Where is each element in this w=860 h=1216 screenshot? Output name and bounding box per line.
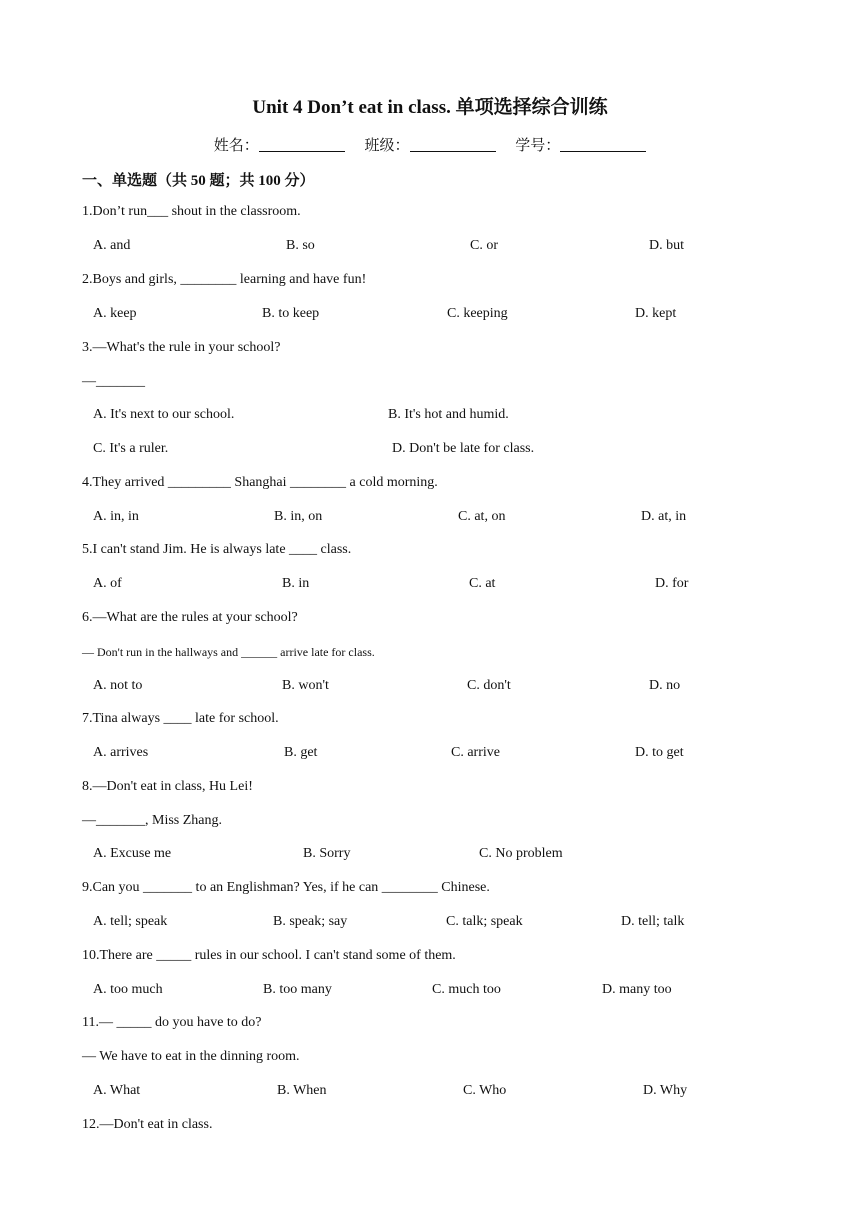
question-9-stem: 9.Can you _______ to an Englishman? Yes, if he can ________ Chinese.	[82, 880, 490, 895]
question-3-option-b[interactable]: B. It's hot and humid.	[388, 407, 509, 422]
question-10-option-d[interactable]: D. many too	[602, 982, 672, 997]
question-11-response: — We have to eat in the dinning room.	[82, 1049, 300, 1064]
name-field[interactable]	[214, 134, 345, 155]
question-8-option-c[interactable]: C. No problem	[479, 846, 563, 861]
question-11-option-d[interactable]: D. Why	[643, 1083, 688, 1098]
question-5-stem: 5.I can't stand Jim. He is always late ____ class.	[82, 542, 352, 557]
question-1-option-d[interactable]: D. but	[649, 238, 684, 253]
student-number-field[interactable]	[515, 134, 646, 155]
question-8-option-b[interactable]: B. Sorry	[303, 846, 351, 861]
question-5-option-a[interactable]: A. of	[93, 576, 122, 591]
question-3-option-a[interactable]: A. It's next to our school.	[93, 407, 235, 422]
question-9-option-d[interactable]: D. tell; talk	[621, 914, 685, 929]
question-1-option-b[interactable]: B. so	[286, 238, 315, 253]
question-7-option-d[interactable]: D. to get	[635, 745, 684, 760]
question-3-stem: 3.—What's the rule in your school?	[82, 340, 281, 355]
question-4-option-a[interactable]: A. in, in	[93, 509, 139, 524]
question-3-option-d[interactable]: D. Don't be late for class.	[392, 441, 535, 456]
question-6-response: — Don't run in the hallways and ______ arrive late for class.	[82, 645, 375, 659]
question-1-option-c[interactable]: C. or	[470, 238, 498, 253]
name-label: 姓名：	[213, 138, 259, 154]
question-2-option-d[interactable]: D. kept	[635, 306, 677, 321]
question-9-option-c[interactable]: C. talk; speak	[446, 914, 523, 929]
question-7-stem: 7.Tina always ____ late for school.	[82, 711, 279, 726]
question-2-option-b[interactable]: B. to keep	[262, 306, 320, 321]
question-7-option-b[interactable]: B. get	[284, 745, 318, 760]
question-7-option-a[interactable]: A. arrives	[93, 745, 149, 760]
question-2-option-c[interactable]: C. keeping	[447, 306, 508, 321]
question-1-stem: 1.Don’t run___ shout in the classroom.	[82, 204, 301, 219]
question-7-option-c[interactable]: C. arrive	[451, 745, 500, 760]
question-10-option-c[interactable]: C. much too	[432, 982, 501, 997]
class-field[interactable]	[364, 134, 495, 155]
question-1-option-a[interactable]: A. and	[93, 238, 131, 253]
question-6-option-d[interactable]: D. no	[649, 678, 681, 693]
question-6-option-c[interactable]: C. don't	[467, 678, 511, 693]
question-11-option-b[interactable]: B. When	[277, 1083, 327, 1098]
section-heading: 一、单选题（共 50 题；共 100 分）	[82, 173, 315, 189]
question-6-stem: 6.—What are the rules at your school?	[82, 610, 298, 625]
question-6-option-a[interactable]: A. not to	[93, 678, 143, 693]
question-3-option-c[interactable]: C. It's a ruler.	[93, 441, 169, 456]
question-8-response: —_______, Miss Zhang.	[82, 813, 222, 828]
student-number-label: 学号：	[515, 138, 561, 154]
question-8-stem: 8.—Don't eat in class, Hu Lei!	[82, 779, 253, 794]
question-2-stem: 2.Boys and girls, ________ learning and have fun!	[82, 272, 367, 287]
question-6-option-b[interactable]: B. won't	[282, 678, 329, 693]
question-4-stem: 4.They arrived _________ Shanghai ________ a cold morning.	[82, 475, 438, 490]
class-blank[interactable]	[410, 137, 496, 152]
question-4-option-d[interactable]: D. at, in	[641, 509, 687, 524]
student-number-blank[interactable]	[560, 137, 646, 152]
question-4-option-c[interactable]: C. at, on	[458, 509, 506, 524]
page-title: Unit 4 Don’t eat in class. 单项选择综合训练	[252, 97, 608, 118]
student-info	[0, 134, 860, 155]
question-11-option-c[interactable]: C. Who	[463, 1083, 507, 1098]
question-4-option-b[interactable]: B. in, on	[274, 509, 323, 524]
question-12-stem: 12.—Don't eat in class.	[82, 1117, 213, 1132]
class-label: 班级：	[364, 138, 410, 154]
question-2-option-a[interactable]: A. keep	[93, 306, 137, 321]
question-9-option-b[interactable]: B. speak; say	[273, 914, 348, 929]
question-9-option-a[interactable]: A. tell; speak	[93, 914, 168, 929]
question-8-option-a[interactable]: A. Excuse me	[93, 846, 172, 861]
question-11-stem: 11.— _____ do you have to do?	[82, 1015, 262, 1030]
name-blank[interactable]	[259, 137, 345, 152]
question-10-stem: 10.There are _____ rules in our school. I can't stand some of them.	[82, 948, 456, 963]
question-10-option-b[interactable]: B. too many	[263, 982, 332, 997]
question-3-response: —_______	[82, 374, 145, 389]
question-10-option-a[interactable]: A. too much	[93, 982, 163, 997]
question-5-option-b[interactable]: B. in	[282, 576, 310, 591]
question-5-option-d[interactable]: D. for	[655, 576, 689, 591]
question-11-option-a[interactable]: A. What	[93, 1083, 141, 1098]
question-5-option-c[interactable]: C. at	[469, 576, 496, 591]
